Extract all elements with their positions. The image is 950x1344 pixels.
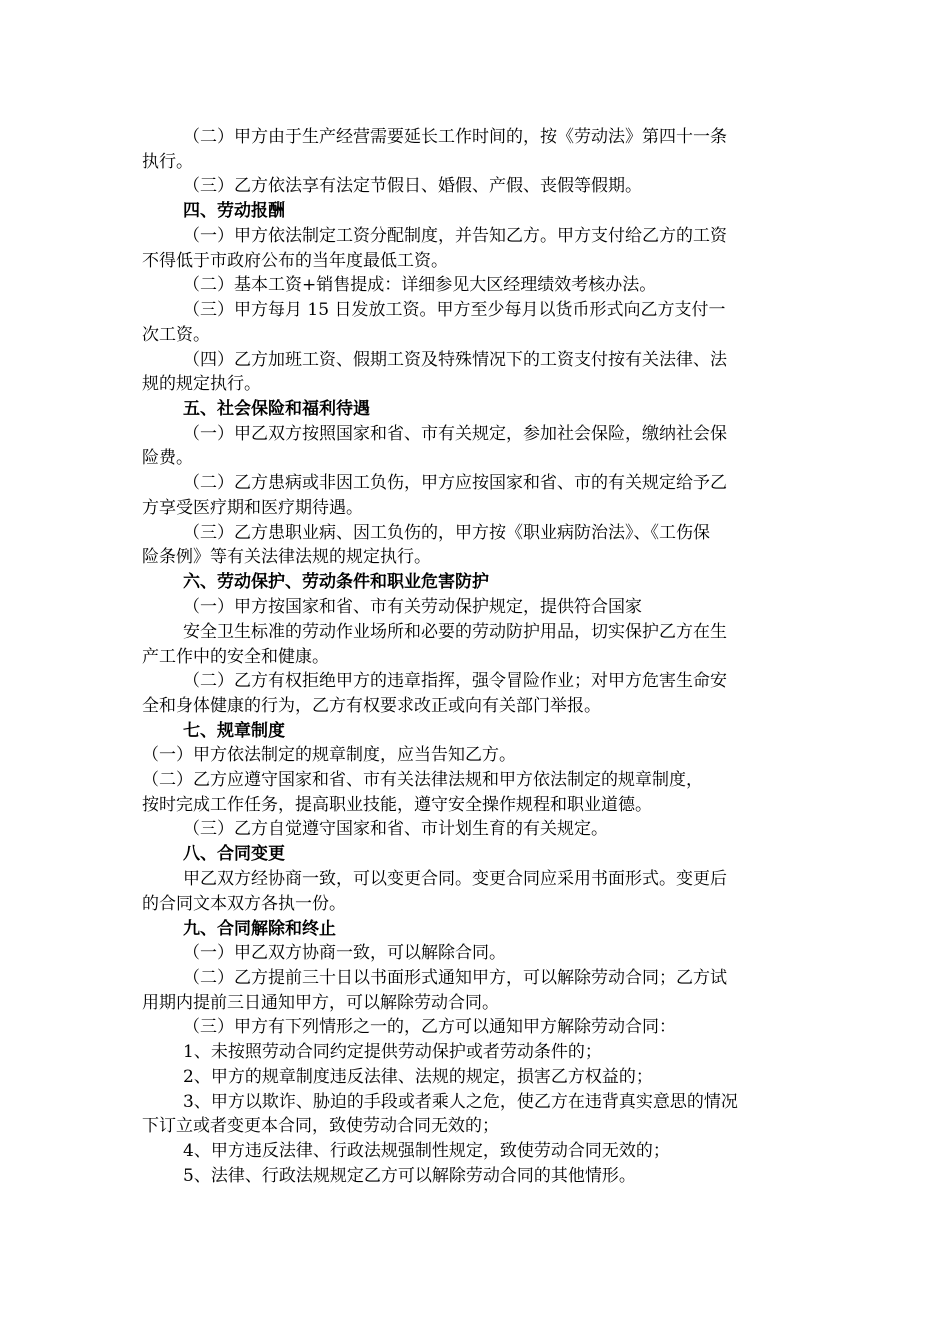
text-line: （二）乙方提前三十日以书面形式通知甲方，可以解除劳动合同；乙方试	[183, 968, 727, 988]
text-line: 险条例》等有关法律法规的规定执行。	[142, 547, 431, 567]
text-line: 的合同文本双方各执一份。	[142, 894, 346, 914]
text-line: 全和身体健康的行为，乙方有权要求改正或向有关部门举报。	[142, 696, 601, 716]
section-heading: 六、劳动保护、劳动条件和职业危害防护	[183, 572, 489, 592]
list-item: 2、甲方的规章制度违反法律、法规的规定，损害乙方权益的；	[183, 1067, 653, 1087]
text-line: （二）甲方由于生产经营需要延长工作时间的，按《劳动法》第四十一条	[183, 127, 727, 147]
text-line: （一）甲方按国家和省、市有关劳动保护规定，提供符合国家	[183, 597, 642, 617]
text-line: （四）乙方加班工资、假期工资及特殊情况下的工资支付按有关法律、法	[183, 350, 727, 370]
text-line: 方享受医疗期和医疗期待遇。	[142, 498, 363, 518]
text-line: （二）乙方患病或非因工负伤，甲方应按国家和省、市的有关规定给予乙	[183, 473, 727, 493]
section-heading: 七、规章制度	[183, 721, 285, 741]
text-line: （三）乙方依法享有法定节假日、婚假、产假、丧假等假期。	[183, 176, 642, 196]
text-line: 规的规定执行。	[142, 374, 261, 394]
text-line: 用期内提前三日通知甲方，可以解除劳动合同。	[142, 993, 499, 1013]
section-heading: 八、合同变更	[183, 844, 285, 864]
text-line: 险费。	[142, 448, 193, 468]
text-line: （二）乙方应遵守国家和省、市有关法律法规和甲方依法制定的规章制度，	[142, 770, 703, 790]
section-heading: 四、劳动报酬	[183, 201, 285, 221]
text-line: 安全卫生标准的劳动作业场所和必要的劳动防护用品，切实保护乙方在生	[183, 622, 727, 642]
text-line: （二）基本工资+销售提成：详细参见大区经理绩效考核办法。	[183, 275, 657, 295]
text-line: 不得低于市政府公布的当年度最低工资。	[142, 251, 448, 271]
section-heading: 九、合同解除和终止	[183, 919, 336, 939]
list-item: 5、法律、行政法规规定乙方可以解除劳动合同的其他情形。	[183, 1166, 636, 1186]
text-line: 下订立或者变更本合同，致使劳动合同无效的；	[142, 1116, 499, 1136]
text-line: 甲乙双方经协商一致，可以变更合同。变更合同应采用书面形式。变更后	[183, 869, 727, 889]
list-item: 3、甲方以欺诈、胁迫的手段或者乘人之危，使乙方在违背真实意思的情况	[183, 1092, 738, 1112]
text-line: 执行。	[142, 152, 193, 172]
text-line: 按时完成工作任务，提高职业技能，遵守安全操作规程和职业道德。	[142, 795, 652, 815]
text-line: （三）甲方每月 15 日发放工资。甲方至少每月以货币形式向乙方支付一	[183, 300, 726, 320]
text-line: （三）乙方患职业病、因工负伤的，甲方按《职业病防治法》、《工伤保	[183, 523, 710, 543]
text-line: 产工作中的安全和健康。	[142, 647, 329, 667]
text-line: （一）甲乙双方协商一致，可以解除合同。	[183, 943, 506, 963]
list-item: 4、甲方违反法律、行政法规强制性规定，致使劳动合同无效的；	[183, 1141, 670, 1161]
section-heading: 五、社会保险和福利待遇	[183, 399, 370, 419]
text-line: （二）乙方有权拒绝甲方的违章指挥，强令冒险作业；对甲方危害生命安	[183, 671, 727, 691]
text-line: 次工资。	[142, 325, 210, 345]
text-line: （一）甲方依法制定工资分配制度，并告知乙方。甲方支付给乙方的工资	[183, 226, 727, 246]
text-line: （三）乙方自觉遵守国家和省、市计划生育的有关规定。	[183, 819, 608, 839]
text-line: （一）甲方依法制定的规章制度，应当告知乙方。	[142, 745, 516, 765]
text-line: （三）甲方有下列情形之一的，乙方可以通知甲方解除劳动合同：	[183, 1017, 676, 1037]
text-line: （一）甲乙双方按照国家和省、市有关规定，参加社会保险，缴纳社会保	[183, 424, 727, 444]
list-item: 1、未按照劳动合同约定提供劳动保护或者劳动条件的；	[183, 1042, 602, 1062]
